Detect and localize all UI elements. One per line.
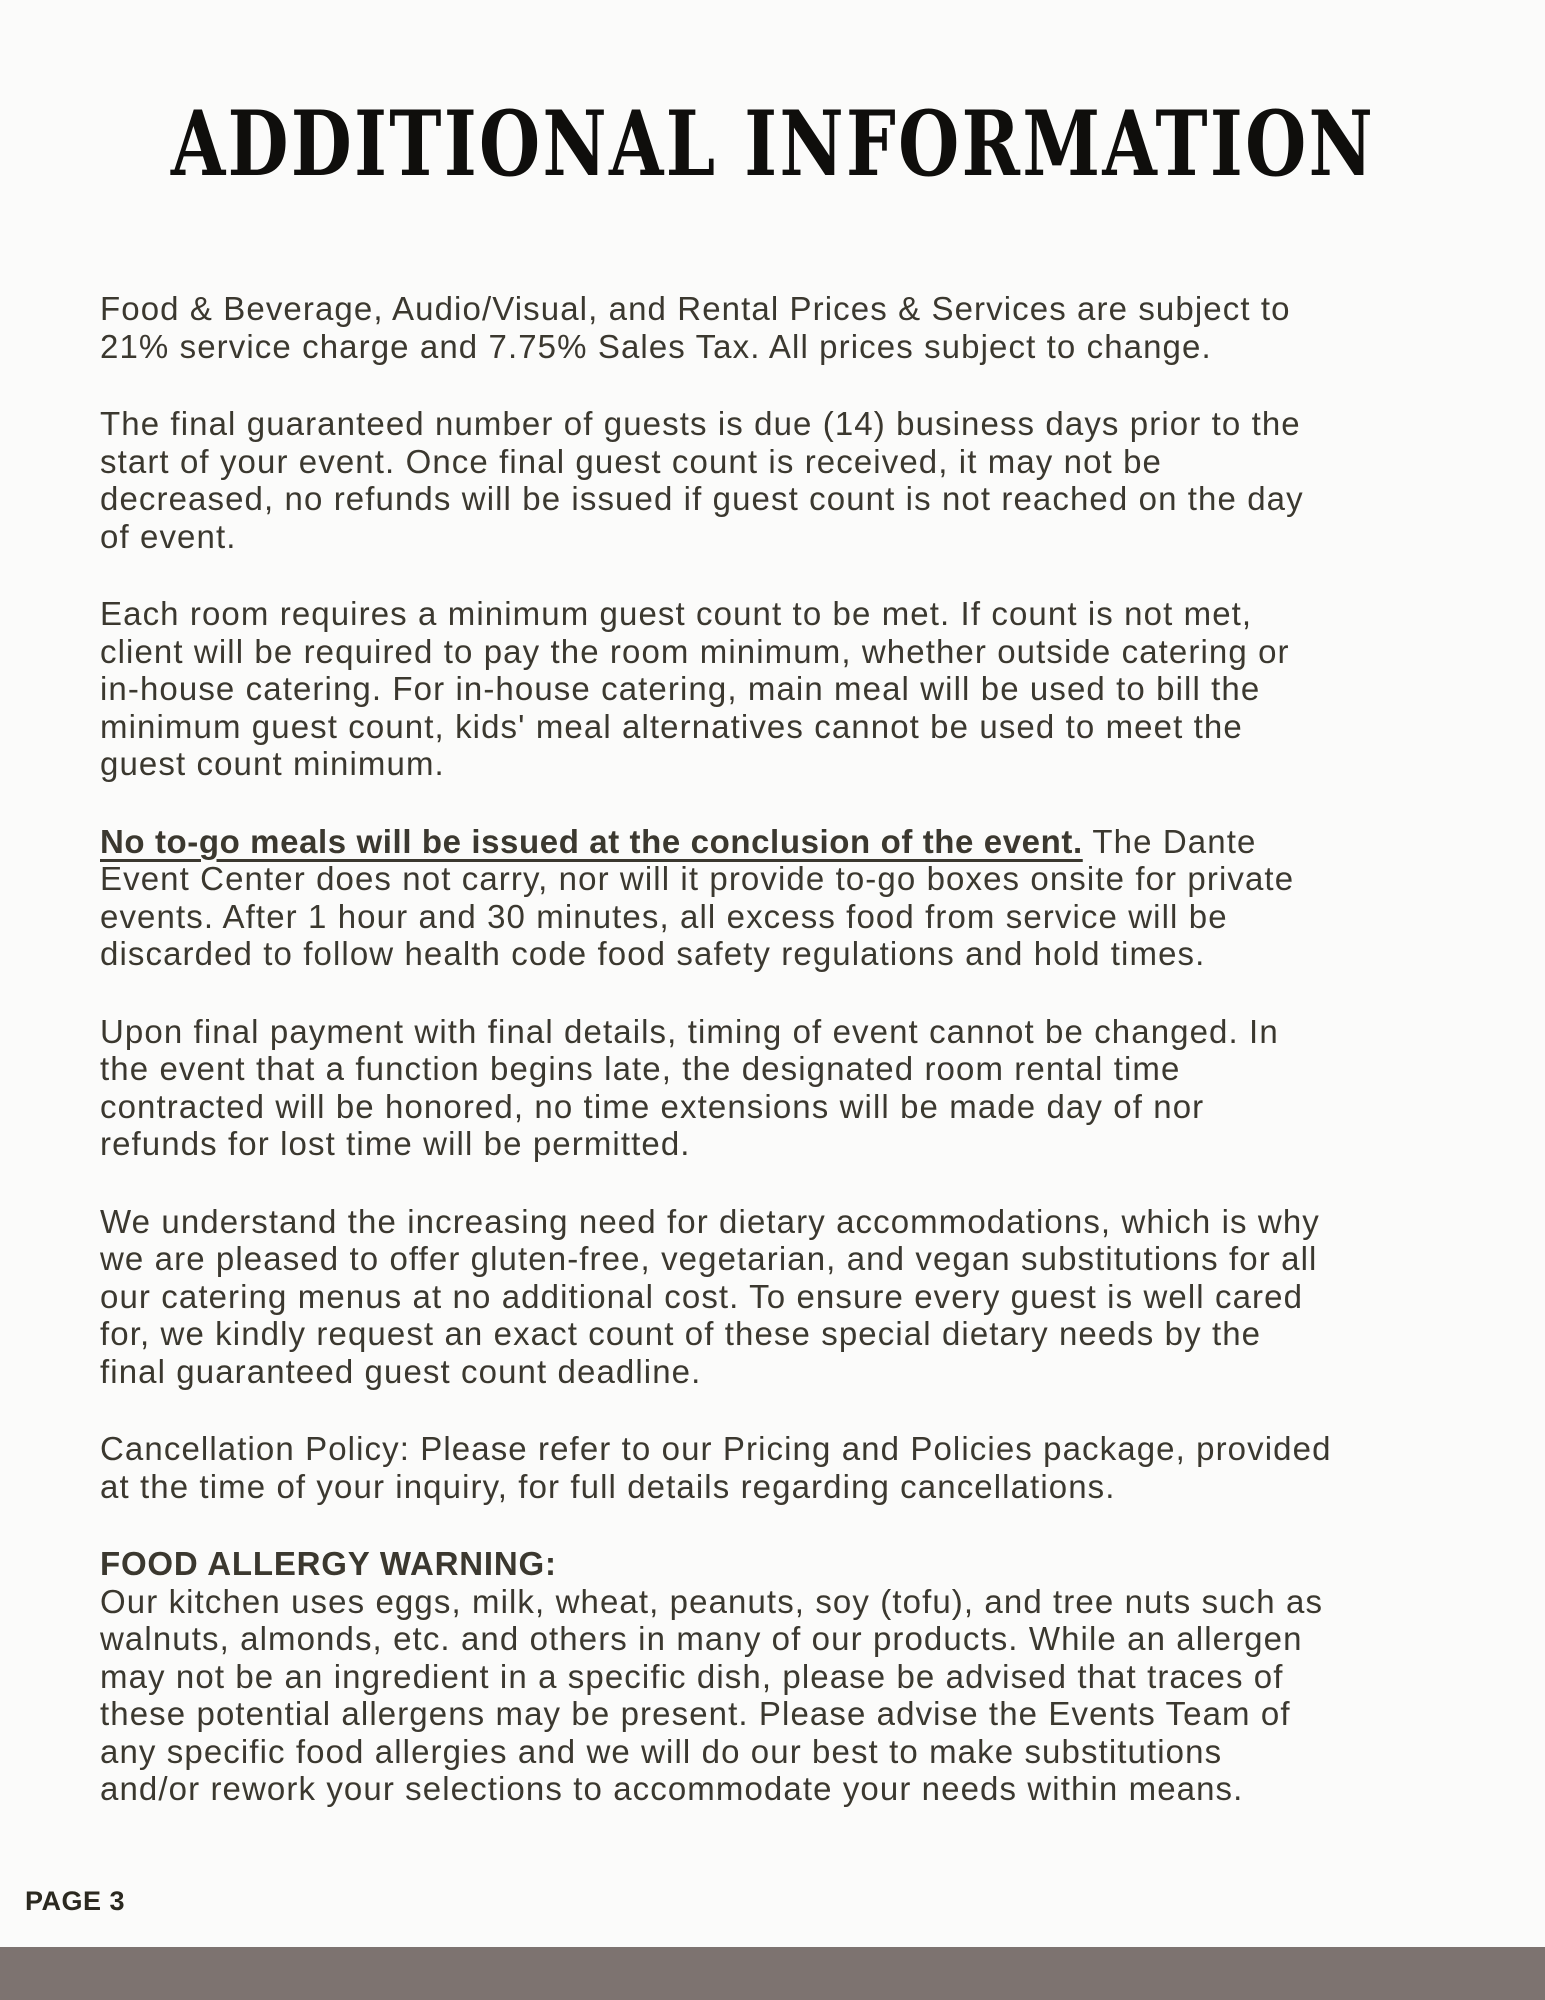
footer-bar <box>0 1947 1545 2000</box>
text-line: minimum guest count, kids' meal alternatives cannot be used to meet the <box>100 707 1243 745</box>
text-line: we are pleased to offer gluten-free, vegetarian, and vegan substitutions for all <box>100 1240 1318 1277</box>
paragraph-food-allergy-warning <box>100 1545 1455 1808</box>
paragraph-no-togo-meals <box>100 823 1455 973</box>
text-line: any specific food allergies and we will do our best to make substitutions <box>100 1732 1223 1770</box>
page-number: PAGE 3 <box>25 1886 126 1916</box>
text-line: our catering menus at no additional cost. To ensure every guest is well cared <box>100 1277 1304 1315</box>
text-line: Our kitchen uses eggs, milk, wheat, peanuts, soy (tofu), and tree nuts such as <box>100 1582 1324 1620</box>
text-line: events. After 1 hour and 30 minutes, all excess food from service will be <box>100 897 1228 935</box>
text-line: of event. <box>100 517 237 555</box>
text-line: the event that a function begins late, the designated room rental time <box>100 1050 1181 1087</box>
text-line: final guaranteed guest count deadline. <box>100 1352 702 1390</box>
text-line: client will be required to pay the room minimum, whether outside catering or <box>100 632 1290 670</box>
text-line: Food & Beverage, Audio/Visual, and Rental Prices & Services are subject to <box>100 290 1291 327</box>
text-line: The Dante <box>1082 822 1257 860</box>
text-line: in-house catering. For in-house catering, main meal will be used to bill the <box>100 670 1261 707</box>
no-togo-policy-emphasis: No to-go meals will be issued at the conclusion of the event. <box>100 822 1083 860</box>
text-line: walnuts, almonds, etc. and others in many of our products. While an allergen <box>100 1620 1303 1657</box>
page-title <box>0 91 1545 197</box>
text-line: these potential allergens may be present. Please advise the Events Team of <box>100 1695 1291 1732</box>
paragraph-guest-count-deadline <box>100 405 1455 555</box>
text-line: start of your event. Once final guest count is received, it may not be <box>100 442 1163 480</box>
text-line: may not be an ingredient in a specific dish, please be advised that traces of <box>100 1657 1284 1695</box>
text-line: Cancellation Policy: Please refer to our Pricing and Policies package, provided <box>100 1430 1332 1467</box>
text-line: and/or rework your selections to accommodate your needs within means. <box>100 1770 1244 1807</box>
paragraph-service-charge <box>100 290 1455 365</box>
paragraph-dietary-accommodations <box>100 1203 1455 1391</box>
page-title-text: ADDITIONAL INFORMATION <box>170 91 1375 197</box>
text-line: for, we kindly request an exact count of these special dietary needs by the <box>100 1315 1262 1352</box>
text-line: at the time of your inquiry, for full details regarding cancellations. <box>100 1467 1116 1505</box>
paragraph-room-minimum <box>100 595 1455 783</box>
text-line: refunds for lost time will be permitted. <box>100 1125 691 1162</box>
text-line: Event Center does not carry, nor will it provide to-go boxes onsite for private <box>100 860 1295 897</box>
text-line: We understand the increasing need for dietary accommodations, which is why <box>100 1202 1320 1240</box>
text-line: Upon final payment with final details, timing of event cannot be changed. In <box>100 1012 1279 1050</box>
text-line <box>100 823 1455 861</box>
paragraph-event-timing <box>100 1013 1455 1163</box>
text-line: decreased, no refunds will be issued if guest count is not reached on the day <box>100 480 1304 517</box>
text-line: The final guaranteed number of guests is due (14) business days prior to the <box>100 405 1301 442</box>
text-line: guest count minimum. <box>100 745 445 782</box>
text-line: 21% service charge and 7.75% Sales Tax. All prices subject to change. <box>100 327 1212 365</box>
text-line: discarded to follow health code food safety regulations and hold times. <box>100 935 1206 972</box>
document-body <box>100 290 1455 1808</box>
text-line: Each room requires a minimum guest count to be met. If count is not met, <box>100 595 1253 632</box>
food-allergy-warning-heading: FOOD ALLERGY WARNING: <box>100 1545 557 1582</box>
paragraph-cancellation-policy <box>100 1430 1455 1505</box>
text-line: contracted will be honored, no time extensions will be made day of nor <box>100 1087 1205 1125</box>
